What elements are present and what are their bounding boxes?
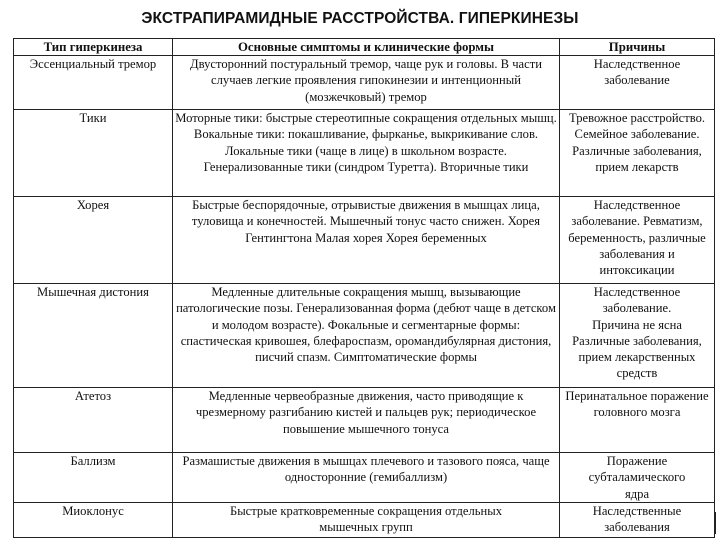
cause-line: Причина не ясна xyxy=(592,317,682,332)
row-type: Мышечная дистония xyxy=(14,284,173,388)
table-row xyxy=(14,284,715,388)
row-causes xyxy=(560,197,715,284)
cause-line: Наследственные заболевания xyxy=(592,503,682,535)
column-header-type: Тип гиперкинеза xyxy=(14,39,173,56)
table-row xyxy=(14,502,715,537)
cause-line: Различные заболевания, прием лекарственных средств xyxy=(572,333,702,381)
row-type: Миоклонус xyxy=(14,502,173,537)
row-type: Эссенциальный тремор xyxy=(14,56,173,110)
table-row xyxy=(14,453,715,503)
row-type: Баллизм xyxy=(14,453,173,503)
table-header-row xyxy=(14,39,715,56)
cause-line: Перинатальное поражение головного мозга xyxy=(565,389,709,420)
cause-line: Наследственное заболевание. xyxy=(593,285,681,316)
row-causes xyxy=(560,284,715,388)
cause-line: Поражение субталамического ядра xyxy=(588,454,686,501)
column-header-causes: Причины xyxy=(560,39,715,56)
cause-line: Наследственное заболевание xyxy=(593,57,681,88)
table-row xyxy=(14,388,715,453)
page-title: ЭКСТРАПИРАМИДНЫЕ РАССТРОЙСТВА. ГИПЕРКИНЕЗЫ xyxy=(141,10,579,27)
table-row xyxy=(14,110,715,197)
row-causes xyxy=(560,388,715,453)
row-type: Тики xyxy=(14,110,173,197)
row-causes xyxy=(560,453,715,503)
table-row xyxy=(14,56,715,110)
row-causes xyxy=(560,502,715,537)
row-symptoms: Медленные длительные сокращения мышц, вызывающие патологические позы. Генерализованная форма (дебют чаще в детском и молодом возрасте). Фокальные и сегментарные формы: спастическая кривошея, блефароспазм, оромандибулярная дистония, писчий спазм. Симптоматические формы xyxy=(173,284,560,388)
edge-mark xyxy=(714,512,716,534)
row-symptoms: Двусторонний постуральный тремор, чаще рук и головы. В части случаев легкие проявления гипокинезии и интенционный (мозжечковый) тремор xyxy=(173,56,560,110)
cause-line: Наследственное заболевание. Ревматизм, беременность, различные заболевания и интоксикации xyxy=(568,198,706,278)
table-row xyxy=(14,197,715,284)
row-symptoms: Быстрые кратковременные сокращения отдельных мышечных групп xyxy=(173,502,560,537)
row-causes xyxy=(560,56,715,110)
column-header-symptoms: Основные симптомы и клинические формы xyxy=(173,39,560,56)
row-symptoms: Моторные тики: быстрые стереотипные сокращения отдельных мышц. Вокальные тики: покашливание, фырканье, выкрикивание слов. Локальные тики (чаще в лице) в школьном возрасте. Генерализованные тики (синдром Туретта). Вторичные тики xyxy=(173,110,560,197)
row-causes xyxy=(560,110,715,197)
row-type: Атетоз xyxy=(14,388,173,453)
cause-line: Тревожное расстройство. Семейное заболевание. Различные заболевания, прием лекарств xyxy=(568,111,706,174)
row-type: Хорея xyxy=(14,197,173,284)
row-symptoms: Медленные червеобразные движения, часто приводящие к чрезмерному разгибанию кистей и пальцев рук; периодическое повышение мышечного тонуса xyxy=(173,388,560,453)
row-symptoms: Размашистые движения в мышцах плечевого и тазового пояса, чаще односторонние (гемибаллизм) xyxy=(173,453,560,503)
hyperkinesis-table xyxy=(13,38,715,538)
row-symptoms: Быстрые беспорядочные, отрывистые движения в мышцах лица, туловища и конечностей. Мышечный тонус часто снижен. Хорея Гентингтона Малая хорея Хорея беременных xyxy=(173,197,560,284)
